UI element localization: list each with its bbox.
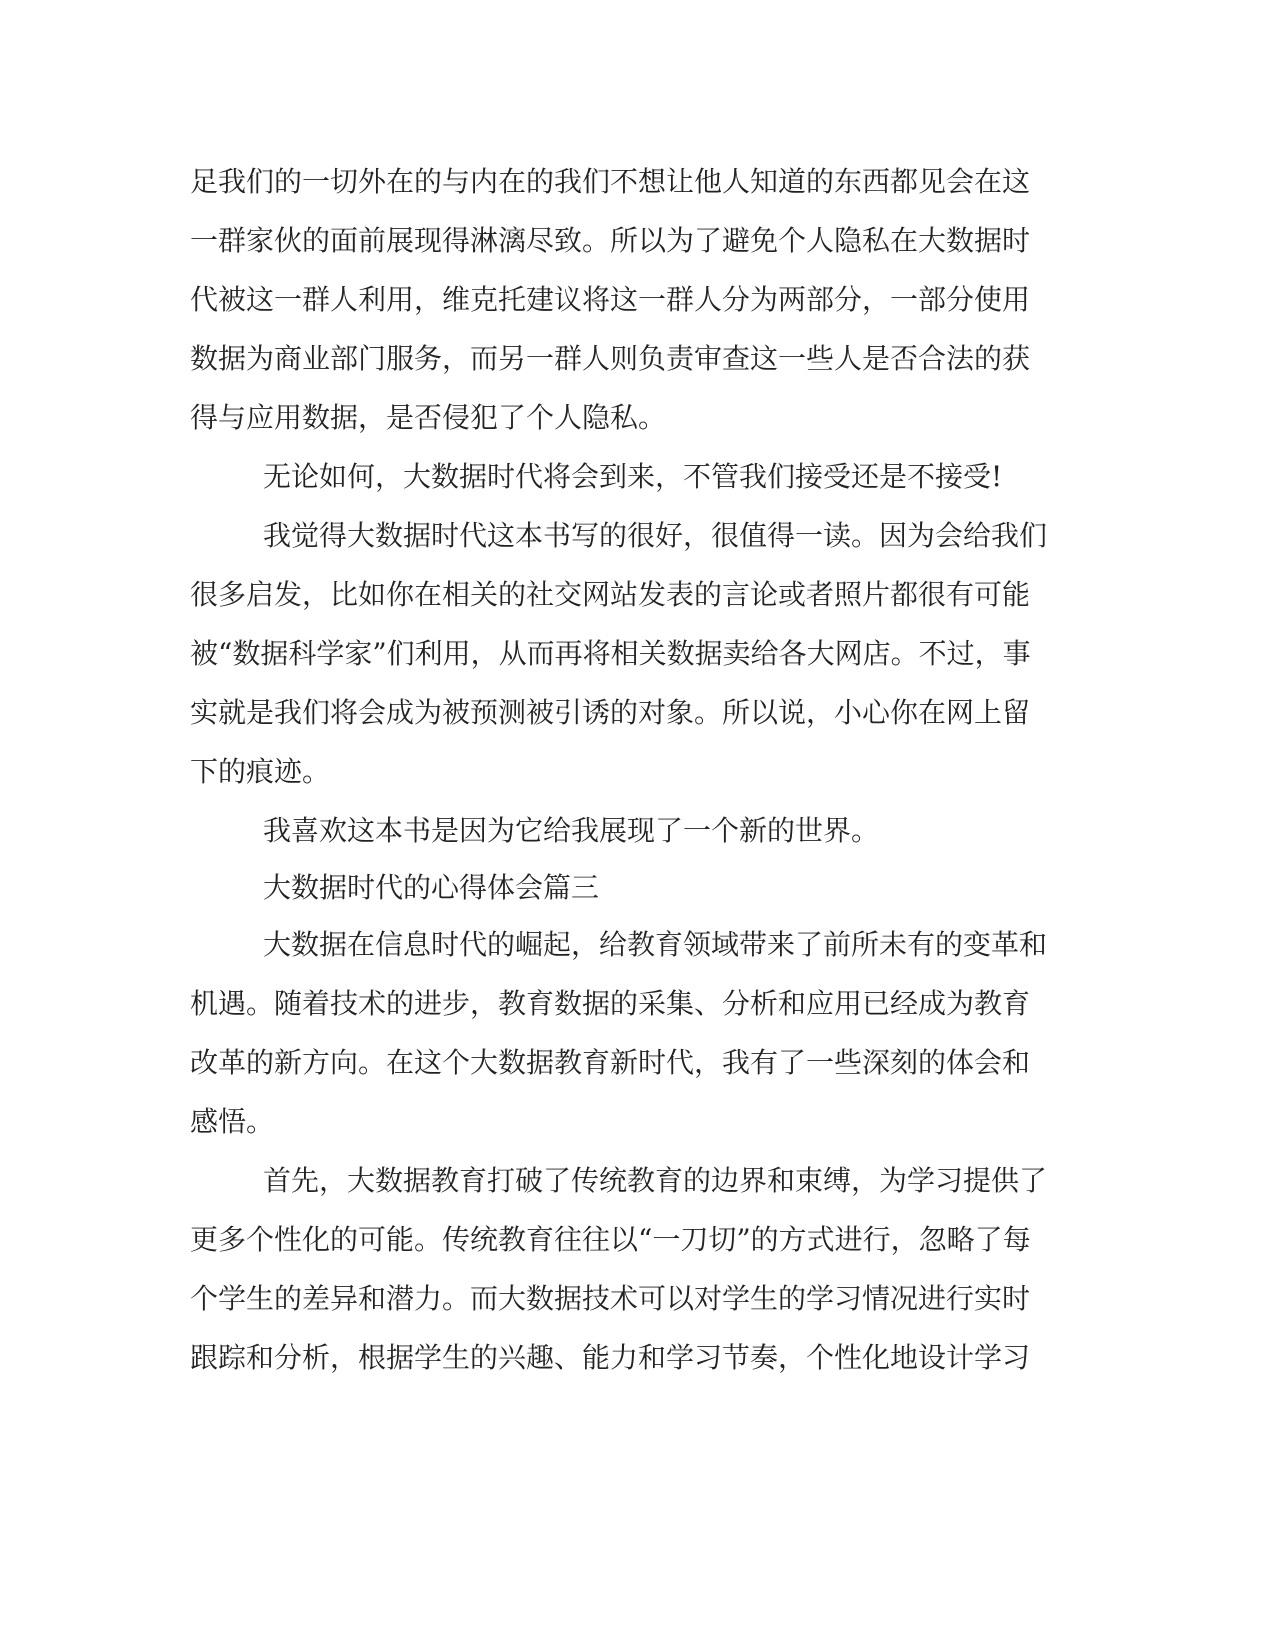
paragraph-first-line: 我喜欢这本书是因为它给我展现了一个新的世界。 bbox=[263, 814, 880, 847]
text-line: 跟踪和分析，根据学生的兴趣、能力和学习节奏，个性化地设计学习 bbox=[190, 1341, 1031, 1374]
text-line: 很多启发，比如你在相关的社交网站发表的言论或者照片都很有可能 bbox=[190, 578, 1031, 611]
text-line: 机遇。随着技术的进步，教育数据的采集、分析和应用已经成为教育 bbox=[190, 987, 1031, 1020]
text-line: 改革的新方向。在这个大数据教育新时代，我有了一些深刻的体会和 bbox=[190, 1046, 1031, 1079]
paragraph-first-line: 首先，大数据教育打破了传统教育的边界和束缚，为学习提供了 bbox=[263, 1164, 1048, 1197]
text-line: 得与应用数据，是否侵犯了个人隐私。 bbox=[190, 401, 667, 434]
text-line: 实就是我们将会成为被预测被引诱的对象。所以说，小心你在网上留 bbox=[190, 696, 1031, 729]
section-heading: 大数据时代的心得体会篇三 bbox=[263, 871, 600, 904]
paragraph-first-line: 大数据在信息时代的崛起，给教育领域带来了前所未有的变革和 bbox=[263, 928, 1048, 961]
text-line: 被“数据科学家”们利用，从而再将相关数据卖给各大网店。不过，事 bbox=[190, 637, 1031, 670]
paragraph-first-line: 无论如何，大数据时代将会到来，不管我们接受还是不接受! bbox=[263, 460, 1003, 493]
text-line: 更多个性化的可能。传统教育往往以“一刀切”的方式进行，忽略了每 bbox=[190, 1223, 1031, 1256]
paragraph-first-line: 我觉得大数据时代这本书写的很好，很值得一读。因为会给我们 bbox=[263, 519, 1048, 552]
text-line: 下的痕迹。 bbox=[190, 755, 331, 788]
text-line: 足我们的一切外在的与内在的我们不想让他人知道的东西都见会在这 bbox=[190, 165, 1031, 198]
text-line: 代被这一群人利用，维克托建议将这一群人分为两部分，一部分使用 bbox=[190, 283, 1031, 316]
text-line: 数据为商业部门服务，而另一群人则负责审查这一些人是否合法的获 bbox=[190, 342, 1031, 375]
text-line: 个学生的差异和潜力。而大数据技术可以对学生的学习情况进行实时 bbox=[190, 1282, 1031, 1315]
text-line: 感悟。 bbox=[190, 1105, 275, 1138]
text-line: 一群家伙的面前展现得淋漓尽致。所以为了避免个人隐私在大数据时 bbox=[190, 224, 1031, 257]
